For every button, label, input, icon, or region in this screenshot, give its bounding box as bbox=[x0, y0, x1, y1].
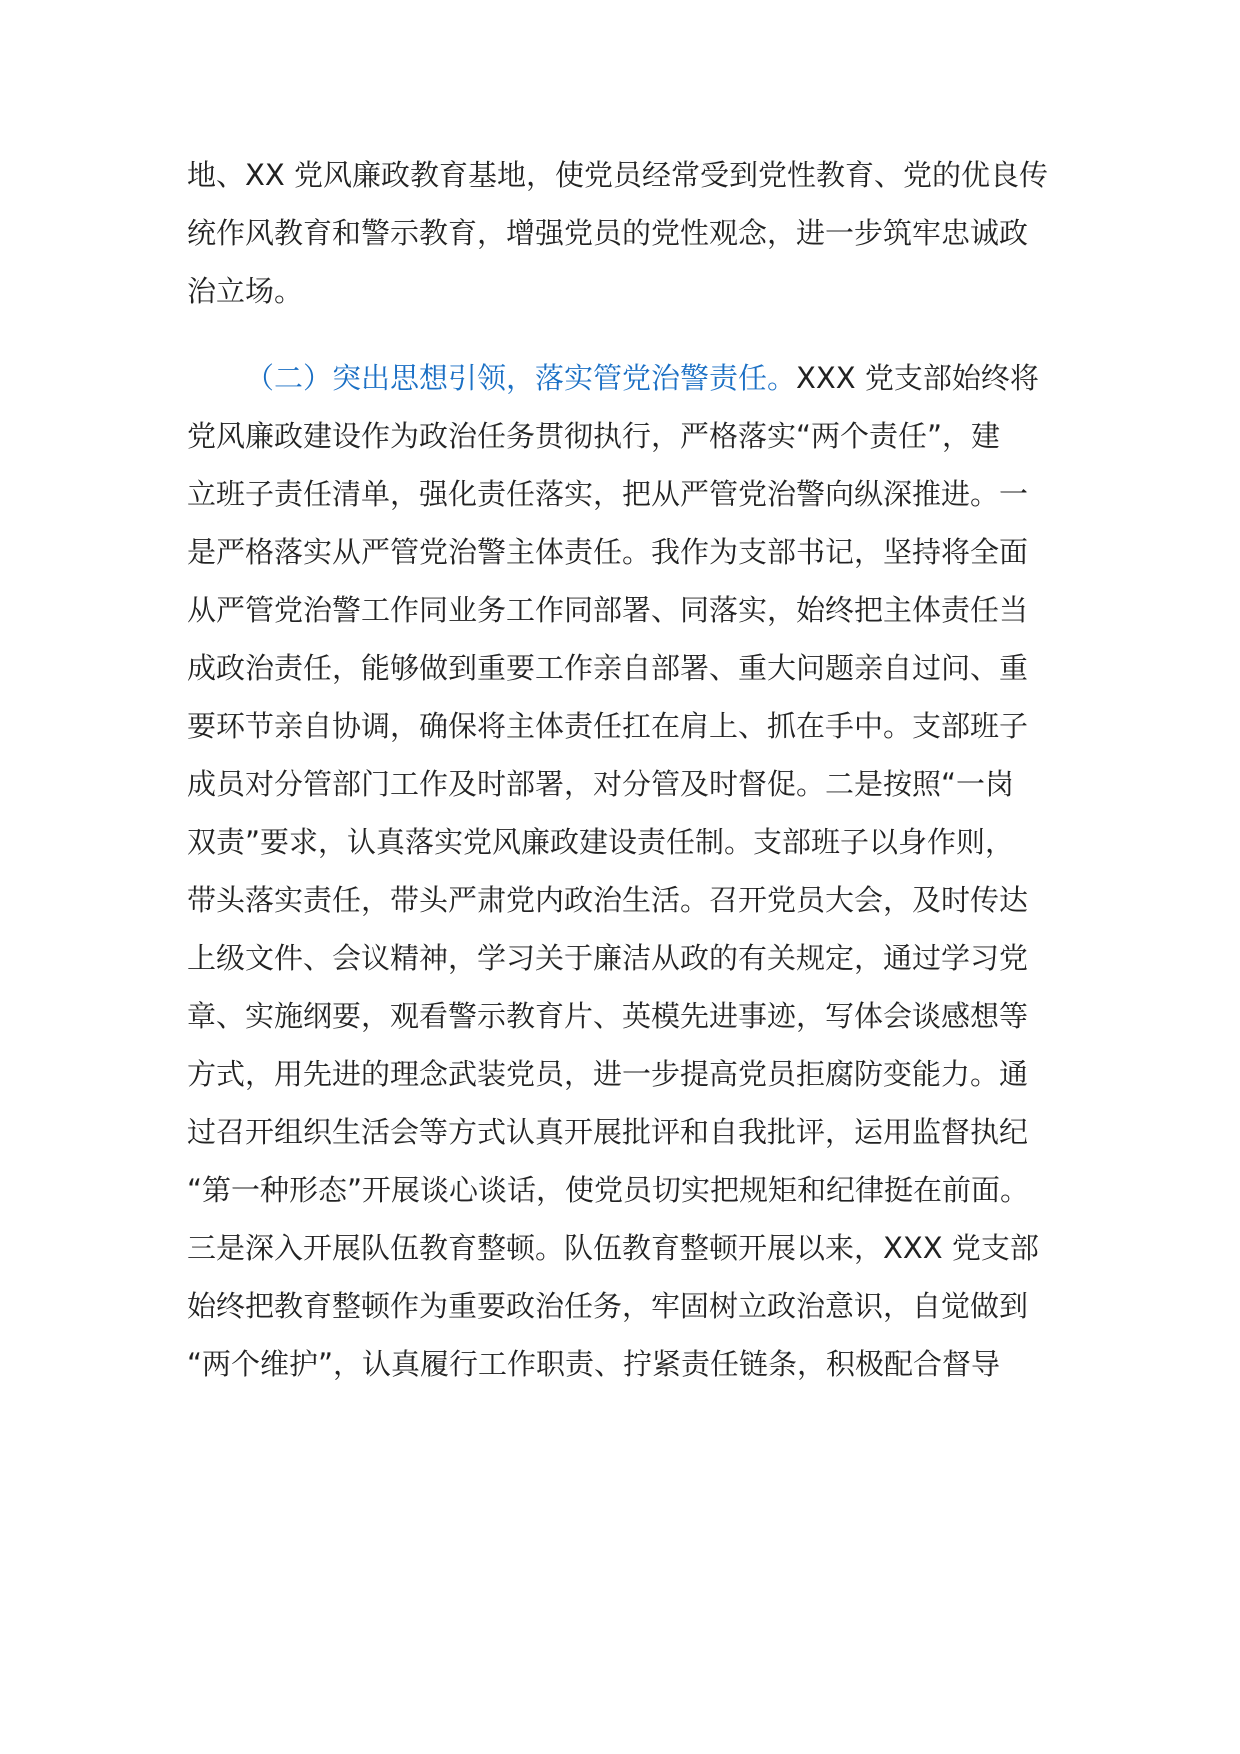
paragraph-line: 双责”要求，认真落实党风廉政建设责任制。支部班子以身作则， bbox=[187, 825, 1015, 859]
paragraph-line: 上级文件、会议精神，学习关于廉洁从政的有关规定，通过学习党 bbox=[187, 941, 1029, 975]
paragraph-line: 是严格落实从严管党治警主体责任。我作为支部书记，坚持将全面 bbox=[187, 535, 1029, 569]
paragraph-line: 章、实施纲要，观看警示教育片、英模先进事迹，写体会谈感想等 bbox=[187, 999, 1029, 1033]
paragraph-line: 地、XX 党风廉政教育基地，使党员经常受到党性教育、党的优良传 bbox=[187, 158, 1048, 192]
paragraph-line: 治立场。 bbox=[187, 274, 304, 308]
paragraph-line: 方式，用先进的理念武装党员，进一步提高党员拒腐防变能力。通 bbox=[187, 1057, 1029, 1091]
paragraph-line: 统作风教育和警示教育，增强党员的党性观念，进一步筑牢忠诚政 bbox=[187, 216, 1029, 250]
paragraph-line: 从严管党治警工作同业务工作同部署、同落实，始终把主体责任当 bbox=[187, 593, 1029, 627]
paragraph-line: 要环节亲自协调，确保将主体责任扛在肩上、抓在手中。支部班子 bbox=[187, 709, 1029, 743]
section-heading: （二）突出思想引领，落实管党治警责任。 bbox=[245, 361, 797, 395]
heading-continuation: XXX 党支部始终将 bbox=[796, 361, 1039, 395]
paragraph-line: 立班子责任清单，强化责任落实，把从严管党治警向纵深推进。一 bbox=[187, 477, 1029, 511]
paragraph-line: “两个维护”，认真履行工作职责、拧紧责任链条，积极配合督导 bbox=[187, 1347, 1001, 1381]
paragraph-line: 成政治责任，能够做到重要工作亲自部署、重大问题亲自过问、重 bbox=[187, 651, 1029, 685]
paragraph-first-line bbox=[245, 358, 1039, 398]
paragraph-line: 党风廉政建设作为政治任务贯彻执行，严格落实“两个责任”，建 bbox=[187, 419, 1001, 453]
paragraph-line: 过召开组织生活会等方式认真开展批评和自我批评，运用监督执纪 bbox=[187, 1115, 1029, 1149]
paragraph-line: 成员对分管部门工作及时部署，对分管及时督促。二是按照“一岗 bbox=[187, 767, 1015, 801]
paragraph-line: 三是深入开展队伍教育整顿。队伍教育整顿开展以来，XXX 党支部 bbox=[187, 1231, 1039, 1265]
paragraph-line: 始终把教育整顿作为重要政治任务，牢固树立政治意识，自觉做到 bbox=[187, 1289, 1029, 1323]
paragraph-line: “第一种形态”开展谈心谈话，使党员切实把规矩和纪律挺在前面。 bbox=[187, 1173, 1030, 1207]
paragraph-line: 带头落实责任，带头严肃党内政治生活。召开党员大会，及时传达 bbox=[187, 883, 1029, 917]
